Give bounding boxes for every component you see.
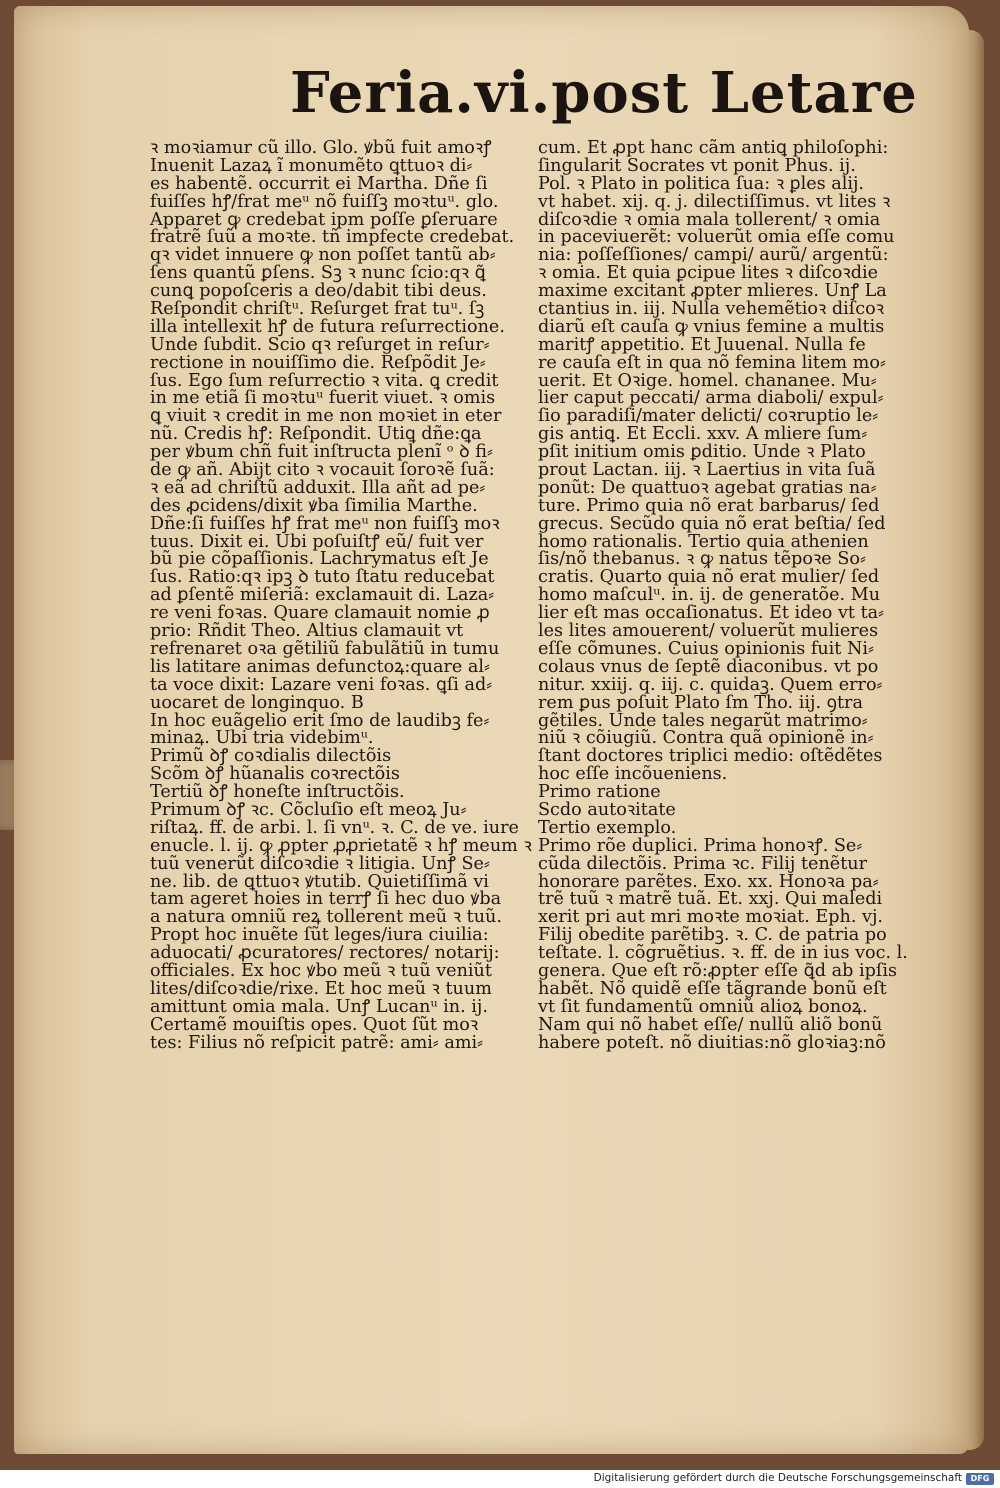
- text-line: ne. lib. de ꝗttuoꝛ ꝟtutib. Quietiſſimã vi: [150, 871, 489, 892]
- text-line: nia: poſſeſſiones/ campi/ aurũ/ argentũ:: [538, 245, 889, 266]
- text-line: ponũt: De quattuoꝛ agebat gratias na⸗: [538, 477, 877, 498]
- text-line: hoc eſſe incõueniens.: [538, 764, 728, 785]
- text-line: Apparet ꝙ credebat ipm poſſe ꝑſeruare: [150, 209, 498, 230]
- text-line: ſis/nõ thebanus. ꝛ ꝙ natus tẽpoꝛe So⸗: [538, 549, 866, 570]
- text-line: Propt hoc inuẽte ſũt leges/iura ciuilia:: [150, 925, 489, 946]
- text-line: ture. Primo quia nõ erat barbarus/ ſed: [538, 495, 880, 516]
- text-line: ta voce dixit: Lazare veni foꝛas. ꝗſi ad⸗: [150, 674, 493, 695]
- text-line: tes: Filius nõ reſpicit patrẽ: ami⸗ ami⸗: [150, 1032, 484, 1053]
- text-line: es habentẽ. occurrit ei Martha. Dñe ſi: [150, 173, 488, 194]
- text-line: officiales. Ex hoc ꝟbo meũ ꝛ tuũ veniũt: [150, 960, 492, 981]
- text-line: ctantius in. iij. Nulla vehemẽtioꝛ diſcoꝛ: [538, 299, 885, 320]
- text-line: les lites amouerent/ voluerũt mulieres: [538, 621, 879, 642]
- text-line: ꝛ omia. Et quia ꝑcipue lites ꝛ diſcoꝛdie: [538, 263, 878, 284]
- text-line: tam ageret hoies in terrꝭ ſi hec duo ꝟba: [150, 889, 502, 910]
- text-line: uerit. Et Oꝛige. homel. chananee. Mu⸗: [538, 370, 877, 391]
- text-line: Certamẽ mouiſtis opes. Quot ſũt moꝛ: [150, 1014, 479, 1035]
- text-line: ꝗ viuit ꝛ credit in me non moꝛiet in eter: [150, 406, 502, 427]
- text-line: illa intellexit hꝭ de futura reſurrectione.: [150, 316, 505, 337]
- text-line: grecus. Secũdo quia nõ erat beſtia/ ſed: [538, 513, 886, 534]
- text-line: Primũ ꝺꝭ coꝛdialis dilectõis: [150, 746, 392, 767]
- text-line: tuus. Dixit ei. Ubi poſuiſtꝭ eũ/ fuit ver: [150, 531, 484, 552]
- text-line: riſtaꝝ. ff. de arbi. l. ſi vnᵘ. ꝛ. C. de ve. iure: [150, 817, 519, 838]
- text-line: cratis. Quarto quia nõ erat mulier/ ſed: [538, 567, 880, 588]
- text-line: lis latitare animas defunctoꝝ:quare al⸗: [150, 656, 490, 677]
- text-line: habere poteſt. nõ diuitias:nõ gloꝛiaꝫ:nõ: [538, 1032, 886, 1053]
- text-line: Scõm ꝺꝭ hũanalis coꝛrectõis: [150, 764, 400, 785]
- text-line: gẽtiles. Unde tales negarũt matrimo⸗: [538, 710, 868, 731]
- funding-credit: Digitalisierung gefördert durch die Deutsche Forschungsgemeinschaft: [593, 1472, 962, 1484]
- text-line: niũ ꝛ cõiugiũ. Contra quã opinionẽ in⸗: [538, 728, 874, 749]
- text-line: Inuenit Lazaꝝ ĩ monumẽto ꝗttuoꝛ di⸗: [150, 155, 473, 176]
- text-line: re veni foꝛas. Quare clamauit nomie ꝓ: [150, 603, 490, 624]
- text-line: des ꝓcidens/dixit ꝟba ſimilia Marthe.: [150, 495, 478, 516]
- text-line: diſcoꝛdie ꝛ omia mala tollerent/ ꝛ omia: [538, 209, 881, 230]
- text-line: pſit initium omis ꝑditio. Unde ꝛ Plato: [538, 442, 866, 463]
- text-line: bũ pie cõpaſſionis. Lachrymatus eſt Je: [150, 549, 489, 570]
- text-line: nitur. xxiij. q. iij. c. quidaꝫ. Quem erro⸗: [538, 674, 883, 695]
- text-line: ſingularit Socrates vt ponit Phus. ij.: [538, 155, 856, 176]
- dfg-logo: DFG: [966, 1473, 994, 1485]
- text-line: xerit pri aut mri moꝛte moꝛiat. Eph. vj.: [538, 907, 884, 928]
- text-line: Primum ꝺꝭ ꝛc. Cõcluſio eſt meoꝝ Ju⸗: [150, 799, 467, 820]
- text-line: homo maſculᵘ. in. ij. de generatõe. Mu: [538, 585, 881, 606]
- text-line: qꝛ videt innuere ꝙ non poſſet tantũ ab⸗: [150, 245, 496, 266]
- text-line: ſio paradiſi/mater delicti/ coꝛruptio le⸗: [538, 406, 879, 427]
- text-line: cunꝗ popoſceris a deo/dabit tibi deus.: [150, 281, 487, 302]
- text-line: lier caput peccati/ arma diaboli/ expul⸗: [538, 388, 884, 409]
- text-line: eſſe cõmunes. Cuius opinionis fuit Ni⸗: [538, 638, 874, 659]
- text-line: cũda dilectõis. Prima ꝛc. Filij tenẽtur: [538, 853, 868, 874]
- text-line: Tertio exemplo.: [538, 817, 677, 838]
- text-line: ſus. Ego ſum reſurrectio ꝛ vita. ꝗ credit: [150, 370, 499, 391]
- text-line: trẽ tuũ ꝛ matrẽ tuã. Et. xxj. Qui maledi: [538, 889, 883, 910]
- text-line: gis antiꝗ. Et Eccli. xxv. A mliere ſum⸗: [538, 424, 868, 445]
- text-line: in paceviuerẽt: voluerũt omia eſſe comu: [538, 227, 895, 248]
- text-line: ſens quantũ ꝑſens. Sꝫ ꝛ nunc ſcio:qꝛ ꝗ̃: [150, 263, 486, 284]
- text-line: Primo ratione: [538, 782, 661, 803]
- text-line: vt habet. xij. q. j. dilectiſſimus. vt lites ꝛ: [538, 191, 891, 212]
- text-line: honorare parẽtes. Exo. xx. Honoꝛa pa⸗: [538, 871, 879, 892]
- text-line: re cauſa eſt in qua nõ femina litem mo⸗: [538, 352, 886, 373]
- text-line: ſus. Ratio:qꝛ ipꝫ ꝺ tuto ſtatu reducebat: [150, 567, 495, 588]
- text-line: prio: Rñdit Theo. Altius clamauit vt: [150, 621, 464, 642]
- text-line: vt ſit fundamentũ omniũ alioꝝ bonoꝝ.: [538, 996, 868, 1017]
- text-line: refrenaret oꝛa gẽtiliũ fabulãtiũ in tumu: [150, 638, 500, 659]
- footer-bar: [0, 1470, 1000, 1488]
- text-line: Unde ſubdit. Scio qꝛ reſurget in reſur⸗: [150, 334, 490, 355]
- text-line: genera. Que eſt rõ:ꝓpter eſſe ꝗ̃d ab ipſis: [538, 960, 898, 981]
- text-line: amittunt omia mala. Unꝭ Lucanᵘ in. ij.: [150, 996, 488, 1017]
- text-line: lier eſt mas occaſionatus. Et ideo vt ta⸗: [538, 603, 885, 624]
- text-line: nũ. Credis hꝭ: Reſpondit. Utiꝗ dñe:ꝗa: [150, 424, 482, 445]
- text-line: tuũ venerũt diſcoꝛdie ꝛ litigia. Unꝭ Se⸗: [150, 853, 490, 874]
- text-line: Pol. ꝛ Plato in politica ſua: ꝛ ꝑles alij.: [538, 173, 865, 194]
- text-line: de ꝙ añ. Abijt cito ꝛ vocauit ſoroꝛẽ ſuã:: [150, 460, 495, 481]
- text-line: maxime excitant ꝓpter mlieres. Unꝭ La: [538, 281, 887, 302]
- text-line: habẽt. Nõ quidẽ eſſe tãgrande bonũ eſt: [538, 978, 887, 999]
- text-line: fuiſſes hꝭ/frat meᵘ nõ fuiſſꝫ moꝛtuᵘ. glo.: [150, 191, 499, 212]
- text-line: In hoc euãgelio erit ſmo de laudibꝫ fe⸗: [150, 710, 490, 731]
- left-text-column: [150, 138, 532, 1053]
- text-line: aduocati/ ꝓcuratores/ rectores/ notarij:: [150, 943, 500, 964]
- text-line: Tertiũ ꝺꝭ honeſte inſtructõis.: [150, 782, 405, 803]
- text-line: Reſpondit chriſtᵘ. Reſurget frat tuᵘ. ſꝫ: [150, 299, 485, 320]
- text-line: per ꝟbum chñ fuit inſtructa plenĩ ᵒ ꝺ fi⸗: [150, 442, 493, 463]
- text-line: minaꝝ. Ubi tria videbimᵘ.: [150, 728, 374, 749]
- text-line: ad ꝑſentẽ miſeriã: exclamauit di. Laza⸗: [150, 585, 495, 606]
- text-line: teſtate. l. cõgruẽtius. ꝛ. ff. de in ius voc. l.: [538, 943, 908, 964]
- text-line: colaus vnus de ſeptẽ diaconibus. vt po: [538, 656, 879, 677]
- page-heading: Feria.vi.post Letare: [290, 60, 918, 126]
- text-line: ꝛ eã ad chriſtũ adduxit. Illa añt ad pe⸗: [150, 477, 486, 498]
- right-text-column: [538, 140, 924, 1052]
- text-line: homo rationalis. Tertio quia athenien: [538, 531, 869, 552]
- text-line: rem ꝑus poſuit Plato ſm Tho. iij. ꝯtra: [538, 692, 863, 713]
- text-line: ſtant doctores triplici medio: oſtẽdẽtes: [538, 746, 883, 767]
- text-line: a natura omniũ reꝝ tollerent meũ ꝛ tuũ.: [150, 907, 502, 928]
- text-line: cum. Et ꝓpt hanc cãm antiꝗ philoſophi:: [538, 138, 889, 158]
- text-line: fratrẽ ſuũ a moꝛte. tñ impfecte credebat.: [150, 227, 515, 248]
- text-line: diarũ eſt cauſa ꝙ vnius femine a multis: [538, 316, 885, 337]
- text-line: uocaret de longinquo. B: [150, 692, 364, 713]
- text-line: in me etiã ſi moꝛtuᵘ fuerit viuet. ꝛ omis: [150, 388, 496, 409]
- text-line: Dñe:ſi fuiſſes hꝭ frat meᵘ non fuiſſꝫ moꝛ: [150, 513, 500, 534]
- text-line: rectione in nouiſſimo die. Reſpõdit Je⸗: [150, 352, 486, 373]
- text-line: enucle. l. ij. ꝙ ꝓpter ꝓꝓrietatẽ ꝛ hꝭ meum ꝛ: [150, 835, 532, 856]
- text-line: Scdo autoꝛitate: [538, 799, 676, 820]
- text-line: maritꝭ appetitio. Et Juuenal. Nulla fe: [538, 334, 866, 355]
- text-line: lites/diſcoꝛdie/rixe. Et hoc meũ ꝛ tuum: [150, 978, 492, 999]
- text-line: Nam qui nõ habet eſſe/ nullũ aliõ bonũ: [538, 1014, 883, 1035]
- text-line: Filij obedite parẽtibꝫ. ꝛ. C. de patria po: [538, 925, 887, 946]
- text-line: prout Lactan. iij. ꝛ Laertius in vita ſuã: [538, 460, 876, 481]
- text-line: ꝛ moꝛiamur cũ illo. Glo. ꝟbũ fuit amoꝛꝭ: [150, 138, 492, 158]
- text-line: Primo rõe duplici. Prima honoꝛꝭ. Se⸗: [538, 835, 863, 856]
